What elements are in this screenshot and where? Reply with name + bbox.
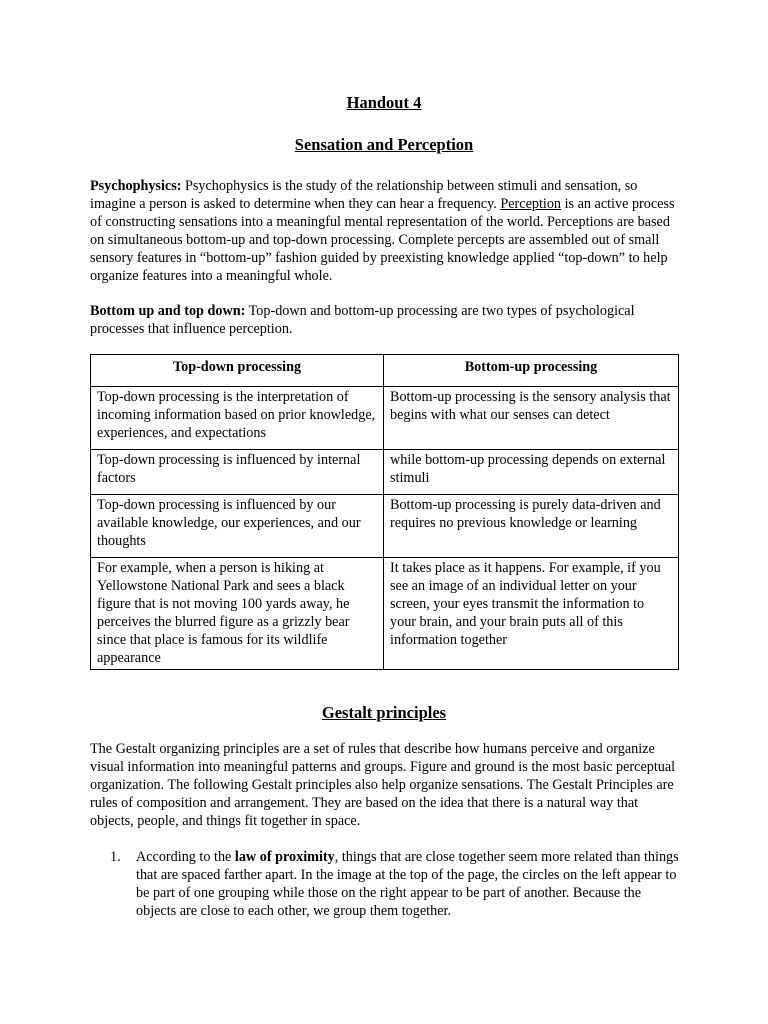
- section-title: Sensation and Perception: [294, 135, 474, 154]
- perception-term: Perception: [500, 196, 562, 212]
- table-cell-bottom-up: Bottom-up processing is purely data-driven and requires no previous knowledge or learning: [384, 495, 679, 558]
- psychophysics-text-after: is an active process of constructing sensations into a meaningful mental representation of the world. Perceptions are based on simultaneous bottom-up and top-down processing. Complete percepts are assembled out of small sensory features in “bottom-up” fashion guided by preexisting knowledge applied “top-down” to help organize features into a meaningful whole.: [90, 196, 675, 284]
- table-row: [91, 450, 679, 495]
- table-cell-top-down: Top-down processing is influenced by our available knowledge, our experiences, and our thoughts: [91, 495, 384, 558]
- list-item-text-before: According to the: [136, 849, 235, 865]
- law-of-proximity-term: law of proximity: [234, 849, 335, 865]
- header-top-down: Top-down processing: [91, 355, 384, 387]
- psychophysics-label: Psychophysics:: [90, 178, 182, 194]
- table-cell-top-down: Top-down processing is the interpretation of incoming information based on prior knowledge, experiences, and expectations: [91, 387, 384, 450]
- list-item-number: 1.: [110, 849, 121, 865]
- table-row: [91, 495, 679, 558]
- table-cell-bottom-up: while bottom-up processing depends on external stimuli: [384, 450, 679, 495]
- list-item: [90, 848, 682, 920]
- table-row: [91, 558, 679, 670]
- handout-title: Handout 4: [346, 93, 422, 112]
- table-cell-top-down: Top-down processing is influenced by internal factors: [91, 450, 384, 495]
- psychophysics-paragraph: [90, 177, 682, 285]
- bottom-up-top-down-text: Top-down and bottom-up processing are two types of psychological processes that influence perception.: [90, 303, 635, 337]
- processing-comparison-table: [90, 354, 679, 670]
- gestalt-intro-text: The Gestalt organizing principles are a set of rules that describe how humans perceive and organize visual information into meaningful patterns and groups. Figure and ground is the most basic perceptual organization. The following Gestalt principles also help organize sensations. The Gestalt Principles are rules of composition and arrangement. They are based on the idea that there is a natural way that objects, people, and things fit together in space.: [90, 741, 676, 829]
- table-cell-bottom-up: Bottom-up processing is the sensory analysis that begins with what our senses can detect: [384, 387, 679, 450]
- table-header-row: [91, 355, 679, 387]
- bottom-up-top-down-paragraph: [90, 302, 682, 338]
- gestalt-intro-paragraph: [90, 740, 682, 830]
- gestalt-title: Gestalt principles: [321, 703, 447, 722]
- gestalt-principles-list: [90, 848, 682, 920]
- table-cell-bottom-up: It takes place as it happens. For example, if you see an image of an individual letter on your screen, your eyes transmit the information to your brain, and your brain puts all of this information together: [384, 558, 679, 670]
- header-bottom-up: Bottom-up processing: [384, 355, 679, 387]
- psychophysics-text-before: Psychophysics is the study of the relationship between stimuli and sensation, so imagine a person is asked to determine when they can hear a frequency.: [90, 178, 638, 212]
- list-item-text-after: , things that are close together seem more related than things that are spaced farther apart. In the image at the top of the page, the circles on the left appear to be part of one grouping while those on the right appear to be part of another. Because the objects are close to each other, we group them together.: [136, 849, 679, 919]
- table-row: [91, 387, 679, 450]
- table-cell-top-down: For example, when a person is hiking at Yellowstone National Park and sees a black figure that is not moving 100 yards away, he perceives the blurred figure as a grizzly bear since that place is famous for its wildlife appearance: [91, 558, 384, 670]
- bottom-up-top-down-label: Bottom up and top down:: [90, 303, 246, 319]
